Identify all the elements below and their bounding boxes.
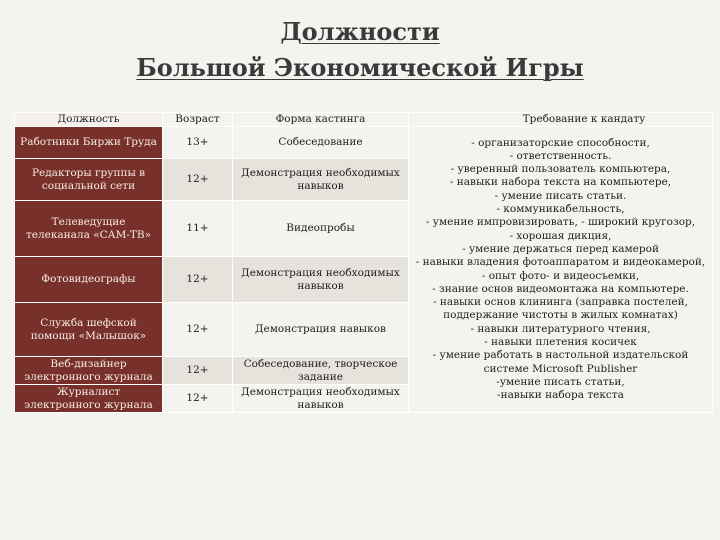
row-age: 12+ <box>163 385 233 413</box>
requirement-line: - опыт фото- и видеосъемки, <box>481 269 640 282</box>
row-casting: Собеседование <box>233 127 409 159</box>
requirement-line: - навыки набора текста на компьютере, <box>449 176 672 189</box>
row-position: Служба шефской помощи «Малышок» <box>15 303 163 357</box>
requirement-line: - ответственность. <box>509 149 612 162</box>
positions-table <box>14 112 713 413</box>
header-requirements: Требование к кандату <box>409 113 713 127</box>
requirement-line: - умение импровизировать, - широкий кругозор, <box>425 216 696 229</box>
row-position: Работники Биржи Труда <box>15 127 163 159</box>
requirement-line: системе Microsoft Publisher <box>483 362 638 375</box>
title-line-2: Большой Экономической Игры <box>136 53 584 82</box>
requirement-line: - уверенный пользователь компьютера, <box>450 163 671 176</box>
requirement-line: - знание основ видеомонтажа на компьютере. <box>432 282 689 295</box>
requirement-line: -навыки набора текста <box>497 389 624 402</box>
slide-title <box>0 14 720 86</box>
row-position: Журналист электронного журнала <box>15 385 163 413</box>
requirement-line: - коммуникабельность, <box>496 203 625 216</box>
requirement-line: - умение работать в настольной издательской <box>432 349 689 362</box>
row-age: 11+ <box>163 201 233 257</box>
row-casting: Видеопробы <box>233 201 409 257</box>
row-age: 12+ <box>163 159 233 201</box>
requirement-line: - навыки владения фотоаппаратом и видеокамерой, <box>415 256 706 269</box>
requirement-line: - хорошая дикция, <box>509 229 612 242</box>
row-position: Фотовидеографы <box>15 257 163 303</box>
requirement-line: - умение писать статьи. <box>494 189 627 202</box>
row-age: 12+ <box>163 357 233 385</box>
row-age: 12+ <box>163 257 233 303</box>
requirements-cell <box>409 127 713 413</box>
row-casting: Собеседование, творческое задание <box>233 357 409 385</box>
requirement-line: - навыки плетения косичек <box>484 335 637 348</box>
row-position: Редакторы группы в социальной сети <box>15 159 163 201</box>
requirement-line: -умение писать статьи, <box>496 375 625 388</box>
header-casting: Форма кастинга <box>233 113 409 127</box>
requirement-line: - организаторские способности, <box>471 136 650 149</box>
row-casting: Демонстрация необходимых навыков <box>233 159 409 201</box>
requirement-line: - умение держаться перед камерой <box>462 242 659 255</box>
row-position: Телеведущие телеканала «САМ-ТВ» <box>15 201 163 257</box>
row-casting: Демонстрация необходимых навыков <box>233 385 409 413</box>
requirement-line: - навыки основ клининга (заправка постелей, <box>433 296 688 309</box>
table-row <box>15 127 713 159</box>
row-age: 13+ <box>163 127 233 159</box>
title-line-1: Должности <box>280 17 440 46</box>
row-position: Веб-дизайнер электронного журнала <box>15 357 163 385</box>
table-header-row <box>15 113 713 127</box>
requirement-line: - навыки литературного чтения, <box>470 322 651 335</box>
row-age: 12+ <box>163 303 233 357</box>
header-age: Возраст <box>163 113 233 127</box>
header-position: Должность <box>15 113 163 127</box>
row-casting: Демонстрация навыков <box>233 303 409 357</box>
row-casting: Демонстрация необходимых навыков <box>233 257 409 303</box>
requirement-line: поддержание чистоты в жилых комнатах) <box>443 309 678 322</box>
